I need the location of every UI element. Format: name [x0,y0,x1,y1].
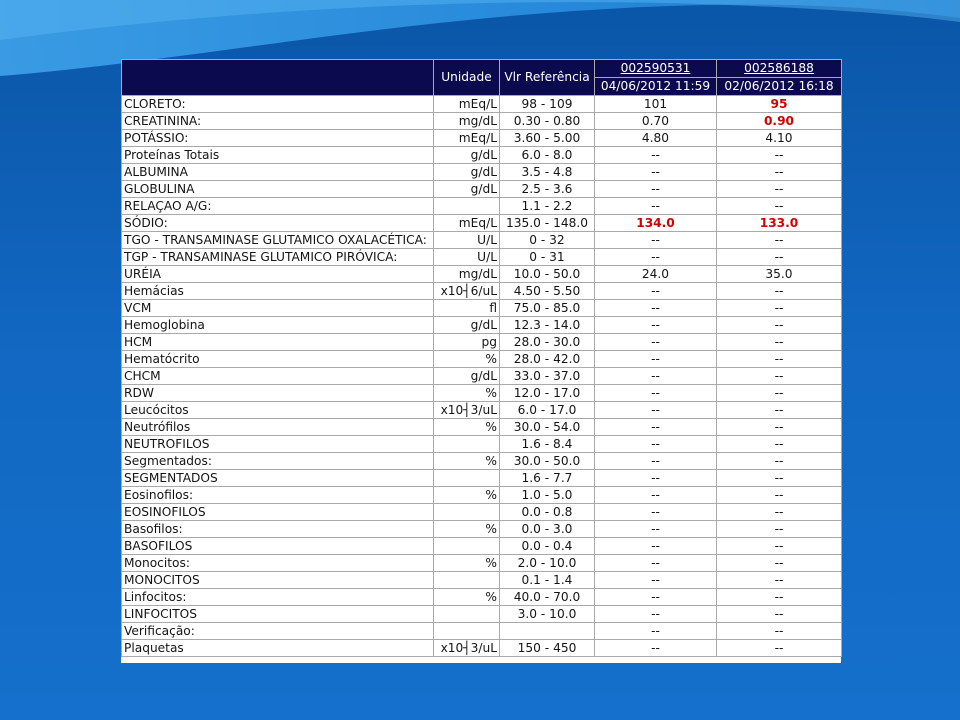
exam-name: Hemácias [122,283,434,300]
exam-name: Segmentados: [122,453,434,470]
header-exam-blank [122,60,434,96]
exam-name: Hematócrito [122,351,434,368]
result-2-cell: 0.90 [717,113,842,130]
unit-cell: pg [434,334,500,351]
unit-cell [434,538,500,555]
result-2-cell: -- [717,351,842,368]
result-2-cell: -- [717,317,842,334]
table-row [122,487,842,504]
reference-cell: 0 - 31 [500,249,595,266]
result-1-cell: -- [595,402,717,419]
unit-cell: g/dL [434,368,500,385]
reference-cell: 0 - 32 [500,232,595,249]
header-reference: Vlr Referência [500,60,595,96]
result-1-cell: -- [595,436,717,453]
exam-name: RELAÇAO A/G: [122,198,434,215]
result-1-cell: -- [595,198,717,215]
result-1-cell: -- [595,181,717,198]
result-2-cell: -- [717,640,842,657]
exam-name: HCM [122,334,434,351]
exam-name: EOSINOFILOS [122,504,434,521]
exam-name: SÓDIO: [122,215,434,232]
result-1-cell: 101 [595,96,717,113]
reference-cell: 28.0 - 30.0 [500,334,595,351]
unit-cell: g/dL [434,164,500,181]
exam-name: TGP - TRANSAMINASE GLUTAMICO PIRÓVICA: [122,249,434,266]
accession-link-1[interactable]: 002590531 [595,60,717,78]
result-1-cell: -- [595,283,717,300]
unit-cell [434,436,500,453]
result-1-cell: -- [595,351,717,368]
result-2-cell: 4.10 [717,130,842,147]
table-row [122,130,842,147]
unit-cell [434,572,500,589]
result-2-cell: -- [717,419,842,436]
reference-cell: 2.5 - 3.6 [500,181,595,198]
exam-name: SEGMENTADOS [122,470,434,487]
result-2-cell: -- [717,232,842,249]
result-1-cell: -- [595,385,717,402]
result-2-cell: -- [717,453,842,470]
unit-cell: fl [434,300,500,317]
table-row [122,606,842,623]
table-row [122,640,842,657]
result-2-cell: -- [717,368,842,385]
reference-cell: 135.0 - 148.0 [500,215,595,232]
table-row [122,368,842,385]
result-1-cell: -- [595,334,717,351]
lab-results-table [121,59,842,657]
unit-cell: % [434,419,500,436]
reference-cell: 0.0 - 3.0 [500,521,595,538]
exam-name: Proteínas Totais [122,147,434,164]
table-row [122,555,842,572]
unit-cell: % [434,589,500,606]
reference-cell: 12.0 - 17.0 [500,385,595,402]
result-1-cell: -- [595,232,717,249]
table-row [122,402,842,419]
result-2-cell: -- [717,181,842,198]
reference-cell: 1.6 - 7.7 [500,470,595,487]
result-1-cell: -- [595,453,717,470]
reference-cell: 150 - 450 [500,640,595,657]
unit-cell: % [434,487,500,504]
exam-name: Eosinofilos: [122,487,434,504]
table-row [122,215,842,232]
unit-cell: % [434,453,500,470]
sample-date-1: 04/06/2012 11:59 [595,78,717,96]
reference-cell: 28.0 - 42.0 [500,351,595,368]
reference-cell: 10.0 - 50.0 [500,266,595,283]
result-2-cell: -- [717,402,842,419]
table-row [122,334,842,351]
unit-cell: mEq/L [434,130,500,147]
table-row [122,351,842,368]
unit-cell: g/dL [434,181,500,198]
reference-cell: 4.50 - 5.50 [500,283,595,300]
result-2-cell: -- [717,385,842,402]
result-2-cell: -- [717,623,842,640]
exam-name: Linfocitos: [122,589,434,606]
exam-name: URÉIA [122,266,434,283]
result-2-cell: -- [717,470,842,487]
result-2-cell: -- [717,572,842,589]
exam-name: POTÁSSIO: [122,130,434,147]
reference-cell: 3.0 - 10.0 [500,606,595,623]
accession-link-2[interactable]: 002586188 [717,60,842,78]
reference-cell: 6.0 - 17.0 [500,402,595,419]
table-row [122,164,842,181]
unit-cell: mg/dL [434,113,500,130]
reference-cell: 75.0 - 85.0 [500,300,595,317]
result-1-cell: -- [595,521,717,538]
result-2-cell: -- [717,504,842,521]
unit-cell: g/dL [434,317,500,334]
exam-name: CLORETO: [122,96,434,113]
result-1-cell: 4.80 [595,130,717,147]
result-1-cell: -- [595,470,717,487]
reference-cell: 2.0 - 10.0 [500,555,595,572]
exam-name: Neutrófilos [122,419,434,436]
table-row [122,504,842,521]
result-1-cell: -- [595,317,717,334]
exam-name: LINFOCITOS [122,606,434,623]
unit-cell [434,504,500,521]
table-row [122,538,842,555]
table-row [122,147,842,164]
result-1-cell: -- [595,606,717,623]
table-row [122,181,842,198]
unit-cell: g/dL [434,147,500,164]
result-1-cell: 134.0 [595,215,717,232]
table-row [122,470,842,487]
unit-cell: % [434,351,500,368]
result-1-cell: -- [595,623,717,640]
table-row [122,453,842,470]
table-row [122,232,842,249]
reference-cell: 0.1 - 1.4 [500,572,595,589]
result-2-cell: -- [717,300,842,317]
exam-name: NEUTROFILOS [122,436,434,453]
result-1-cell: -- [595,572,717,589]
result-2-cell: -- [717,164,842,181]
table-row [122,385,842,402]
result-2-cell: -- [717,249,842,266]
result-1-cell: -- [595,555,717,572]
result-2-cell: -- [717,283,842,300]
exam-name: Basofilos: [122,521,434,538]
reference-cell: 1.1 - 2.2 [500,198,595,215]
exam-name: GLOBULINA [122,181,434,198]
table-row [122,266,842,283]
lab-report [121,59,841,663]
header-unit: Unidade [434,60,500,96]
exam-name: TGO - TRANSAMINASE GLUTAMICO OXALACÉTICA: [122,232,434,249]
unit-cell: x10┤3/uL [434,640,500,657]
result-1-cell: -- [595,538,717,555]
result-1-cell: -- [595,487,717,504]
exam-name: MONOCITOS [122,572,434,589]
result-2-cell: -- [717,606,842,623]
exam-name: Hemoglobina [122,317,434,334]
unit-cell: % [434,555,500,572]
exam-name: ALBUMINA [122,164,434,181]
exam-name: CREATININA: [122,113,434,130]
exam-name: Monocitos: [122,555,434,572]
table-row [122,249,842,266]
result-1-cell: -- [595,589,717,606]
unit-cell: x10┤3/uL [434,402,500,419]
reference-cell: 3.5 - 4.8 [500,164,595,181]
result-1-cell: -- [595,368,717,385]
result-2-cell: -- [717,436,842,453]
reference-cell: 1.6 - 8.4 [500,436,595,453]
result-1-cell: -- [595,164,717,181]
result-2-cell: -- [717,334,842,351]
reference-cell: 12.3 - 14.0 [500,317,595,334]
exam-name: Leucócitos [122,402,434,419]
sample-date-2: 02/06/2012 16:18 [717,78,842,96]
reference-cell: 30.0 - 54.0 [500,419,595,436]
table-row [122,113,842,130]
exam-name: Verificação: [122,623,434,640]
unit-cell: U/L [434,232,500,249]
result-1-cell: 0.70 [595,113,717,130]
result-2-cell: -- [717,589,842,606]
result-2-cell: -- [717,487,842,504]
reference-cell: 1.0 - 5.0 [500,487,595,504]
result-2-cell: 35.0 [717,266,842,283]
result-1-cell: -- [595,147,717,164]
unit-cell [434,623,500,640]
exam-name: Plaquetas [122,640,434,657]
table-row [122,572,842,589]
result-1-cell: 24.0 [595,266,717,283]
table-row [122,283,842,300]
result-1-cell: -- [595,249,717,266]
unit-cell: mEq/L [434,96,500,113]
unit-cell [434,198,500,215]
unit-cell: % [434,521,500,538]
result-2-cell: 133.0 [717,215,842,232]
result-1-cell: -- [595,300,717,317]
table-row [122,419,842,436]
reference-cell: 0.30 - 0.80 [500,113,595,130]
unit-cell: mEq/L [434,215,500,232]
result-2-cell: -- [717,538,842,555]
reference-cell: 40.0 - 70.0 [500,589,595,606]
table-row [122,317,842,334]
reference-cell: 30.0 - 50.0 [500,453,595,470]
result-1-cell: -- [595,640,717,657]
header-row-accession [122,60,842,78]
result-2-cell: -- [717,555,842,572]
reference-cell: 3.60 - 5.00 [500,130,595,147]
table-row [122,198,842,215]
unit-cell [434,606,500,623]
table-row [122,623,842,640]
exam-name: RDW [122,385,434,402]
table-row [122,300,842,317]
table-row [122,521,842,538]
exam-name: VCM [122,300,434,317]
table-row [122,436,842,453]
table-row [122,96,842,113]
unit-cell: % [434,385,500,402]
result-2-cell: 95 [717,96,842,113]
unit-cell: x10┤6/uL [434,283,500,300]
reference-cell: 98 - 109 [500,96,595,113]
result-1-cell: -- [595,419,717,436]
exam-name: BASOFILOS [122,538,434,555]
reference-cell [500,623,595,640]
reference-cell: 33.0 - 37.0 [500,368,595,385]
reference-cell: 0.0 - 0.4 [500,538,595,555]
reference-cell: 0.0 - 0.8 [500,504,595,521]
reference-cell: 6.0 - 8.0 [500,147,595,164]
results-body [122,96,842,657]
result-1-cell: -- [595,504,717,521]
unit-cell [434,470,500,487]
table-row [122,589,842,606]
result-2-cell: -- [717,521,842,538]
result-2-cell: -- [717,147,842,164]
unit-cell: mg/dL [434,266,500,283]
exam-name: CHCM [122,368,434,385]
unit-cell: U/L [434,249,500,266]
result-2-cell: -- [717,198,842,215]
